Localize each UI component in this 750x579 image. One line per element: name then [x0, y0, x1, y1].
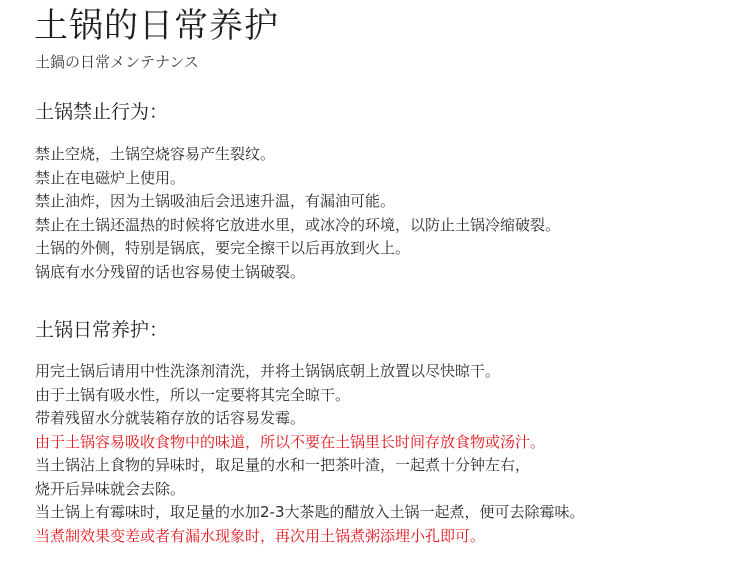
page-title: 土锅的日常养护: [34, 6, 279, 46]
daily-care-heading: 土锅日常养护：: [35, 319, 169, 341]
care-line-warning: 当煮制效果变差或者有漏水现象时，再次用土锅煮粥添埋小孔即可。: [35, 526, 486, 545]
prohibited-line: 禁止空烧，土锅空烧容易产生裂纹。: [35, 145, 276, 163]
daily-care-list: [35, 360, 585, 548]
prohibited-line: 锅底有水分残留的话也容易使土锅破裂。: [35, 262, 306, 281]
prohibited-actions-list: [35, 143, 560, 284]
prohibited-line: 土锅的外侧，特别是锅底，要完全擦干以后再放到火上。: [35, 239, 411, 257]
care-line: 由于土锅有吸水性，所以一定要将其完全晾干。: [35, 385, 351, 404]
prohibited-actions-heading: 土锅禁止行为：: [35, 101, 169, 123]
care-line: 带着残留水分就装箱存放的话容易发霉。: [35, 409, 306, 427]
prohibited-line: 禁止在土锅还温热的时候将它放进水里，或冰冷的环境，以防止土锅冷缩破裂。: [35, 215, 561, 234]
page-subtitle: 土鍋の日常メンテナンス: [35, 53, 199, 71]
care-line: 当土锅沾上食物的异味时，取足量的水和一把茶叶渣，一起煮十分钟左右，: [35, 456, 531, 474]
care-line: 烧开后异味就会去除。: [35, 479, 186, 498]
care-line: 当土锅上有霉味时，取足量的水加2-3大茶匙的醋放入土锅一起煮，便可去除霉味。: [35, 503, 585, 521]
prohibited-line: 禁止在电磁炉上使用。: [35, 168, 186, 187]
prohibited-line: 禁止油炸，因为土锅吸油后会迅速升温，有漏油可能。: [35, 192, 396, 210]
care-line: 用完土锅后请用中性洗涤剂清洗，并将土锅锅底朝上放置以尽快晾干。: [35, 362, 501, 380]
care-line-warning: 由于土锅容易吸收食物中的味道，所以不要在土锅里长时间存放食物或汤汁。: [35, 432, 546, 451]
